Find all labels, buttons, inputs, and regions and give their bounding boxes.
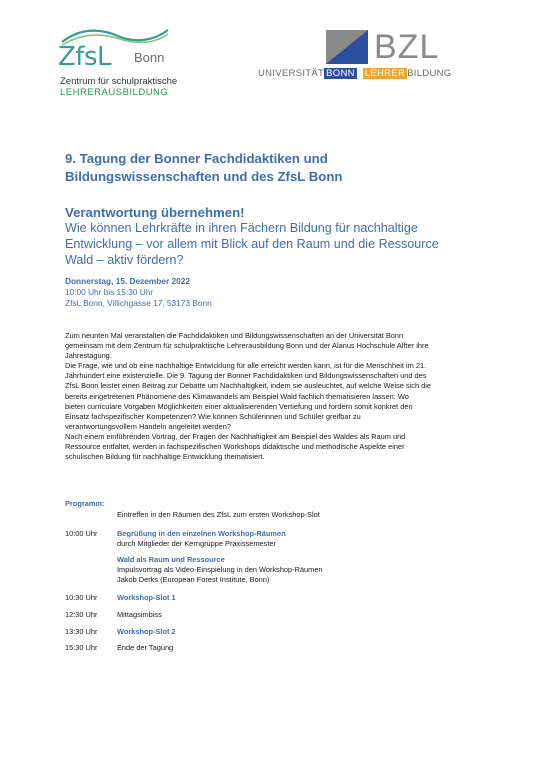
bzl-tagline-bonn: BONN — [326, 68, 355, 79]
body-line: ZfsL Bonn leistet einen Beitrag zur Debatte um Nachhaltigkeit, indem sie ausleuchtet, auf welche Weise sich die — [65, 381, 432, 391]
body-line: gemeinsam mit dem Zentrum für schulpraktische Lehrerausbildung Bonn und der Alanus Hochschule Alfter ihre — [65, 341, 429, 351]
program — [65, 499, 485, 669]
program-time: 15:30 Uhr — [65, 643, 98, 652]
body-line: schulischen Bildung für nachhaltige Entwicklung thematisiert. — [65, 452, 265, 462]
program-item-plain: Mittagsimbiss — [117, 610, 162, 619]
bzl-logo — [258, 30, 498, 86]
program-item-title: Wald als Raum und Ressource — [117, 555, 225, 564]
zfsl-logo — [58, 24, 188, 102]
bzl-tagline-suffix: BILDUNG — [407, 68, 452, 79]
zfsl-city: Bonn — [134, 50, 165, 65]
program-item-title: Workshop-Slot 2 — [117, 627, 176, 636]
question-line-2: Entwicklung – vor allem mit Blick auf den Raum und die Ressource — [65, 237, 439, 251]
question-line-1: Wie können Lehrkräfte in ihren Fächern Bildung für nachhaltige — [65, 221, 418, 235]
page-title-line-1: 9. Tagung der Bonner Fachdidaktiken und — [65, 151, 328, 166]
subtitle: Verantwortung übernehmen! — [65, 205, 245, 220]
event-time: 10:00 Uhr bis 15:30 Uhr — [65, 287, 154, 297]
zfsl-subtitle: Zentrum für schulpraktische — [60, 76, 178, 87]
body-line: Zum neunten Mal veranstalten die Fachdidaktiken und Bildungswissenschaften an der Universität Bonn — [65, 331, 404, 340]
body-line: Nach einem einführenden Vortrag, der Fragen der Nachhaltigkeit am Beispiel des Waldes als Raum und — [65, 431, 406, 441]
body-line: Jahrhundert eine existenzielle. Die 9. Tagung der Bonner Fachdidaktiken und Bildungswissenschaften und des — [65, 371, 427, 381]
program-time: 10:30 Uhr — [65, 593, 98, 602]
program-time: 13:30 Uhr — [65, 627, 98, 636]
body-text — [65, 331, 495, 462]
program-item-title: Workshop-Slot 1 — [117, 593, 176, 602]
body-line: bereits eingetretenen Phänomene des Klimawandels am Beispiel Wald fachlich thematisieren lassen: Wo — [65, 391, 409, 401]
bzl-tagline — [258, 68, 451, 80]
bzl-wordmark: BZL — [374, 28, 440, 66]
event-location: ZfsL Bonn, Villichgasse 17, 53173 Bonn — [65, 298, 212, 308]
bzl-tagline-lehrer: LEHRER — [364, 68, 406, 79]
zfsl-subtitle-2: LEHRERAUSBILDUNG — [60, 87, 169, 98]
body-line: bieten curriculare Vorgaben Möglichkeiten einer aktualisierenden Vertiefung und fordern somit konkret den — [65, 401, 413, 411]
event-info — [65, 276, 212, 309]
program-heading: Programm: — [65, 499, 105, 508]
program-item-plain: Ende der Tagung — [117, 643, 174, 652]
program-item-title: Begrüßung in den einzelnen Workshop-Räumen — [117, 529, 286, 538]
program-arrival: Eintreffen in den Räumen des ZfsL zum ersten Workshop-Slot — [117, 510, 320, 519]
program-time: 10:00 Uhr — [65, 529, 98, 538]
page-title-line-2: Bildungswissenschaften und des ZfsL Bonn — [65, 169, 343, 184]
program-time: 12:30 Uhr — [65, 610, 98, 619]
body-line: Die Frage, wie und ob eine nachhaltige Entwicklung für alle erreicht werden kann, ist für die Menschheit im 21. — [65, 361, 427, 371]
bzl-tagline-prefix: UNIVERSITÄT — [258, 68, 325, 79]
body-line: Einsatz fachspezifischer Kompetenzen? Wie können Schülerinnen und Schüler greifbar zu — [65, 411, 361, 421]
body-line: verantwortungsvollem Handeln angeleitet werden? — [65, 421, 231, 431]
body-line: Ressource entfaltet, werden in fachspezifischen Workshops didaktische und methodische Aspekte einer — [65, 442, 405, 452]
bzl-emblem-icon — [326, 30, 368, 64]
question-line-3: Wald – aktiv fördern? — [65, 253, 184, 267]
program-item-detail: durch Mitglieder der Kerngruppe Praxissemester — [117, 539, 276, 548]
page-title — [65, 150, 342, 186]
question — [65, 220, 439, 268]
program-item-detail: Impulsvortrag als Video-Einspielung in den Workshop-Räumen — [117, 565, 323, 574]
event-date: Donnerstag, 15. Dezember 2022 — [65, 276, 190, 286]
program-item-detail: Jakob Derks (European Forest Institute, Bonn) — [117, 575, 270, 584]
body-line: Jahrestagung. — [65, 351, 112, 361]
zfsl-wordmark: ZfsL — [58, 42, 111, 72]
